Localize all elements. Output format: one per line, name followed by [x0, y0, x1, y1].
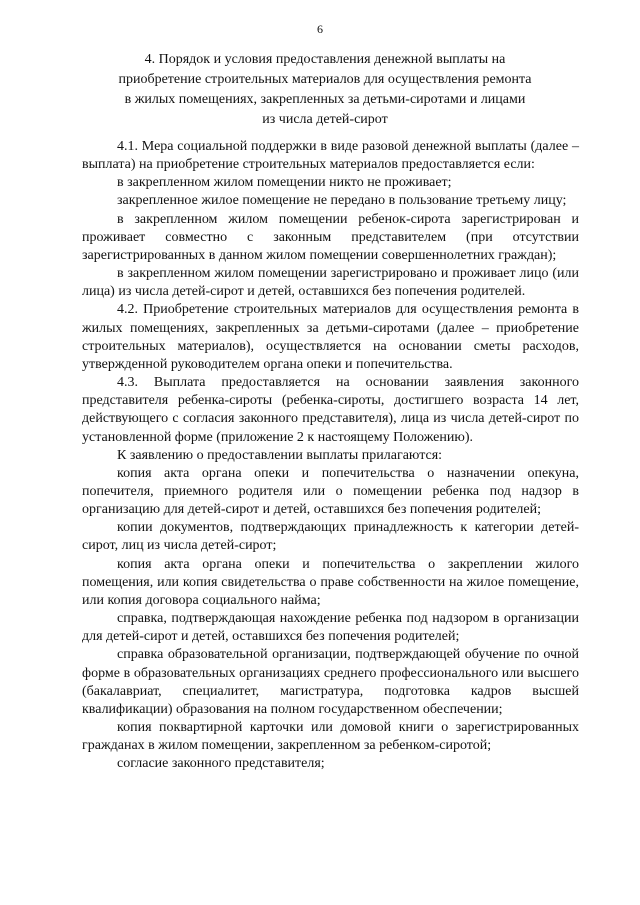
list-item: копии документов, подтверждающих принадлежность к категории детей-сирот, лиц из числа детей-сирот; [82, 520, 579, 554]
attachments-intro: К заявлению о предоставлении выплаты прилагаются: [117, 447, 443, 463]
list-item: в закрепленном жилом помещении никто не проживает; [117, 175, 452, 191]
section-title-line-3: в жилых помещениях, закрепленных за детьми-сиротами и лицами [124, 92, 526, 107]
paragraph-4-3: 4.3. Выплата предоставляется на основании заявления законного представителя ребенка-сироты (ребенка-сироты, достигшего возраста 14 лет, действующего с согласия законного представителя), лица из числа детей-сирот по установленной форме (приложение 2 к настоящему Положению). [82, 375, 579, 445]
list-item: справка, подтверждающая нахождение ребенка под надзором в организации для детей-сирот и детей, оставшихся без попечения родителей; [82, 611, 579, 645]
section-title [90, 50, 560, 130]
list-item: в закрепленном жилом помещении зарегистрировано и проживает лицо (или лица) из числа детей-сирот и детей, оставшихся без попечения родителей. [82, 266, 579, 300]
section-title-line-1: 4. Порядок и условия предоставления денежной выплаты на [144, 52, 506, 67]
list-item: копия акта органа опеки и попечительства о назначении опекуна, попечителя, приемного родителя или о помещении ребенка под надзор в организацию для детей-сирот и детей, оставшихся без попечения родителей; [82, 465, 579, 518]
paragraph-4-2: 4.2. Приобретение строительных материалов для осуществления ремонта в жилых помещениях, закрепленных за детьми-сиротами (далее – приобретение строительных материалов), осуществляется на основании сметы расходов, утвержденной руководителем органа опеки и попечительства. [82, 302, 579, 372]
list-item: согласие законного представителя; [117, 756, 325, 772]
list-item: копия акта органа опеки и попечительства о закреплении жилого помещения, или копия свидетельства о праве собственности на жилое помещение, или копия договора социального найма; [82, 556, 579, 608]
section-title-line-2: приобретение строительных материалов для осуществления ремонта [118, 72, 532, 87]
list-item: справка образовательной организации, подтверждающей обучение по очной форме в образовательных организациях среднего профессионального или высшего (бакалавриат, специалитет, магистратура, подготовка кадров высшей квалификации) образования на полном государственном обеспечении; [82, 647, 579, 717]
list-item: закрепленное жилое помещение не передано в пользование третьему лицу; [117, 193, 567, 209]
page-number: 6 [317, 22, 323, 36]
list-item: копия поквартирной карточки или домовой книги о зарегистрированных гражданах в жилом помещении, закрепленном за ребенком-сиротой; [82, 720, 579, 754]
list-item: в закрепленном жилом помещении ребенок-сирота зарегистрирован и проживает совместно с законным представителем (при отсутствии зарегистрированных в данном жилом помещении совершеннолетних граждан); [82, 211, 579, 263]
document-body [82, 138, 579, 773]
paragraph-4-1: 4.1. Мера социальной поддержки в виде разовой денежной выплаты (далее – выплата) на приобретение строительных материалов предоставляется если: [82, 139, 579, 173]
section-title-line-4: из числа детей-сирот [262, 112, 388, 127]
